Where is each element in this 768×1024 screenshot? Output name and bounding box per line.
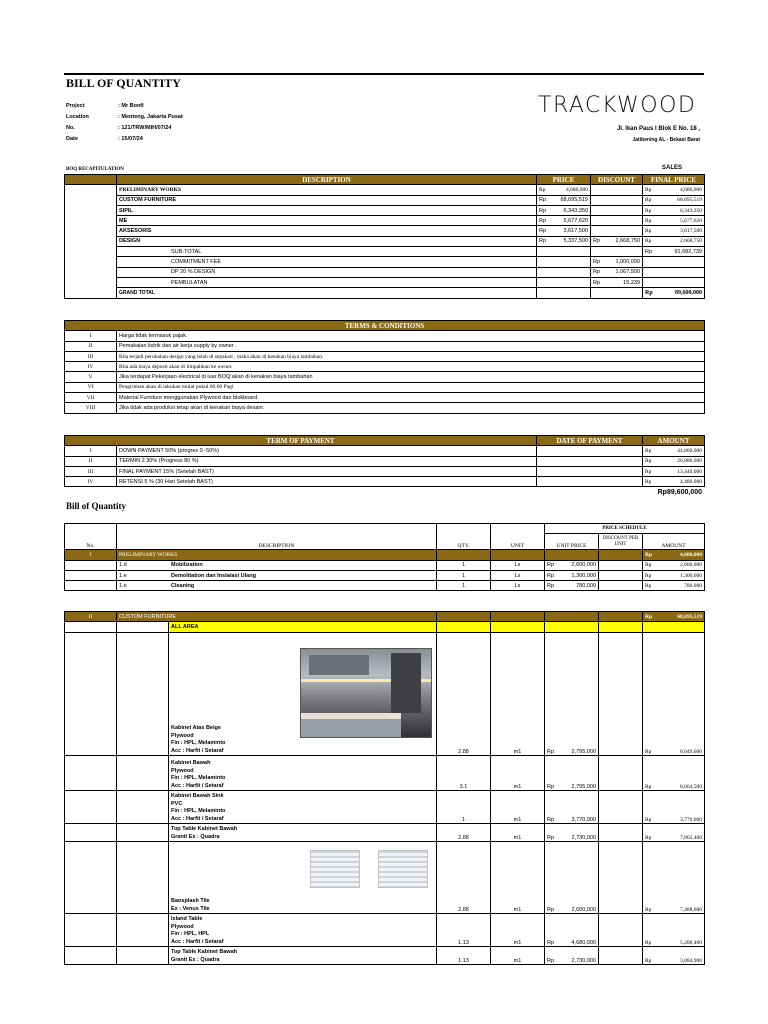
boq-header-price-schedule: PRICE SCHEDULE (545, 524, 705, 534)
recap-header-discount: DISCOUNT (591, 175, 643, 185)
boq-row: Island Table Plywood Fin : HPL, HPL Acc : Harfit / Setaraf 1.13 m1 Rp 4,680,000 Rp 5,288,400 (65, 914, 705, 947)
terms-table (64, 320, 705, 414)
recap-header-final: FINAL PRICE (643, 175, 705, 185)
boq-row: 1.e Cleaning 1 Ls Rp 780,000 Rp 780,000 (65, 581, 705, 591)
boq-header-discount: DISCOUNT PER UNIT (599, 534, 643, 550)
boq-row: 1.d Mobilization 1 Ls Rp 2,600,000 Rp 2,600,000 (65, 560, 705, 570)
boq-header-unit-price: UNIT PRICE (545, 534, 599, 550)
recap-row: DESIGN Rp 5,337,500 Rp 2,668,750 Rp 2,668,750 (65, 236, 705, 246)
recap-caption: BOQ RECAPITULATION (66, 167, 124, 172)
boq-header-qty: QTY. (437, 524, 491, 550)
boq-row: Kabinet Atas Beige Plywood Fin : HPL, Melaminto Acc : Harfit / Setaraf 2.88 m1 Rp 2,795,000 Rp 8,049,600 (65, 633, 705, 756)
terms-row: VIII Jika tidak ada produksi tetap akan di kenakan biaya desain. (65, 403, 705, 413)
terms-row: VI Pengiriman akan di lakukan mulai pukul 06:00 Pagi (65, 382, 705, 392)
company-address-line1: Jl. Ikan Paus I Blok E No. 18 , (616, 126, 700, 132)
recap-grand-total-row: GRAND TOTAL Rp 89,600,000 (65, 288, 705, 298)
recap-row: ME Rp 5,677,620 Rp 5,677,620 (65, 216, 705, 226)
recap-row: AKSESORIS Rp 3,617,500 Rp 3,617,500 (65, 226, 705, 236)
payment-row: III FINAL PAYMENT 15% (Setelah BAST) Rp 13,440,000 (65, 466, 705, 476)
boq-section-row: II CUSTOM FURNITURE Rp 68,695,519 (65, 612, 705, 622)
payment-amount-header: AMOUNT (643, 436, 705, 446)
boq-row: Kabinet Bawah Plywood Fin : HPL, Melaminto Acc : Harfit / Setaraf 3.1 m1 Rp 2,795,000 Rp 8,664,500 (65, 756, 705, 791)
recap-extra-row: PEMBULATAN Rp 15,239 (65, 277, 705, 287)
recap-row: PRELIMINARY WORKS Rp 4,680,000 Rp 4,680,000 (65, 185, 705, 195)
boq-table (64, 523, 705, 591)
area-row: ALL AREA (65, 622, 705, 633)
payment-row: I DOWN PAYMENT 50% (progres 0 -50%) Rp 44,800,000 (65, 446, 705, 456)
terms-row: III Bila terjadi perubahan design yang telah di sepakati , maka akan di kenakan biaya tambahan. (65, 351, 705, 361)
recap-subtotal-row: SUB-TOTAL Rp 91,682,739 (65, 247, 705, 257)
payment-table (64, 435, 705, 487)
trackwood-logo (538, 88, 700, 118)
svg-text:TRACKWOOD: TRACKWOOD (538, 93, 697, 118)
payment-date-header: DATE OF PAYMENT (537, 436, 643, 446)
field-date: Date : 15/07/24 (66, 136, 143, 142)
boq-row: Top Table Kabinet Bawah Granit Ex : Quadra 2.88 m1 Rp 2,730,000 Rp 7,862,400 (65, 824, 705, 842)
kitchen-render-image (300, 648, 432, 738)
terms-row: V Jika terdapat Pekerjaan electrical di luar BOQ akan di kenakan biaya tambahan (65, 372, 705, 382)
boq-header-unit: UNIT (491, 524, 545, 550)
boq-header-no: No. (65, 524, 117, 550)
terms-row: I Harga tidak termasuk pajak. (65, 331, 705, 341)
backsplash-tile-image-1 (310, 850, 360, 888)
terms-row: VII Material Furniture menggunakan Plywood dan blokboard. (65, 393, 705, 403)
company-address-line2: Jatibening AL - Bekasi Barat (632, 137, 700, 143)
payment-row: II TERMIN 2 30% (Progress 80 %) Rp 26,880,000 (65, 456, 705, 466)
boq-header-amount: AMOUNT (643, 534, 705, 550)
recap-row: SIPIL Rp 6,343,350 Rp 6,343,350 (65, 205, 705, 215)
field-number: No. : 121/TRW/MIH/07/24 (66, 125, 172, 131)
document-title: BILL OF QUANTITY (66, 76, 181, 90)
terms-row: II Pemakaian listrik dan air kerja supply by owner . (65, 341, 705, 351)
boq-row: Kabinet Bawah Sink PVC Fin : HPL, Melaminto Acc : Harfit / Setaraf 1 m1 Rp 3,770,000 Rp 3,770,000 (65, 791, 705, 824)
field-location: Location : Menteng, Jakarta Pusat (66, 114, 183, 120)
field-project: Project : Mr Bonfi (66, 103, 144, 109)
recap-header-price: PRICE (537, 175, 591, 185)
boq-row: 1.e Demolitation dan Instalasi Ulang 1 Ls Rp 1,300,000 Rp 1,300,000 (65, 570, 705, 580)
payment-title: TERM OF PAYMENT (65, 436, 537, 446)
boq-row: Baosplash Tile Ex : Venus Tile 2.88 m1 Rp 2,600,000 Rp 7,488,000 (65, 842, 705, 914)
backsplash-tile-image-2 (378, 850, 428, 888)
boq-section-row: I PRELIMINARY WORKS Rp 4,680,000 (65, 550, 705, 560)
recap-header-description: DESCRIPTION (117, 175, 537, 185)
sales-label: SALES (662, 165, 683, 171)
terms-row: IV Bila ada biaya deposit akan di limpahkan ke owner. (65, 362, 705, 372)
payment-row: IV RETENSI 5 % (30 Hari Setelah BAST) Rp 4,480,000 (65, 477, 705, 487)
recap-extra-row: COMMITMENT FEE Rp 1,000,000 (65, 257, 705, 267)
boq-title: Bill of Quantity (66, 501, 127, 511)
recap-row: CUSTOM FURNITURE Rp 68,695,519 Rp 68,695,519 (65, 195, 705, 205)
top-rule (64, 73, 704, 75)
boq-header-description: DESCRIPTION (117, 524, 437, 550)
recap-extra-row: DP 20 % DESIGN Rp 1,067,500 (65, 267, 705, 277)
payment-total: Rp89,600,000 (657, 489, 702, 496)
terms-title: TERMS & CONDITIONS (65, 321, 705, 331)
boq-row: Top Table Kabinet Bawah Granit Ex : Quadra 1.13 m1 Rp 2,730,000 Rp 3,084,900 (65, 947, 705, 965)
recap-table (64, 174, 705, 299)
